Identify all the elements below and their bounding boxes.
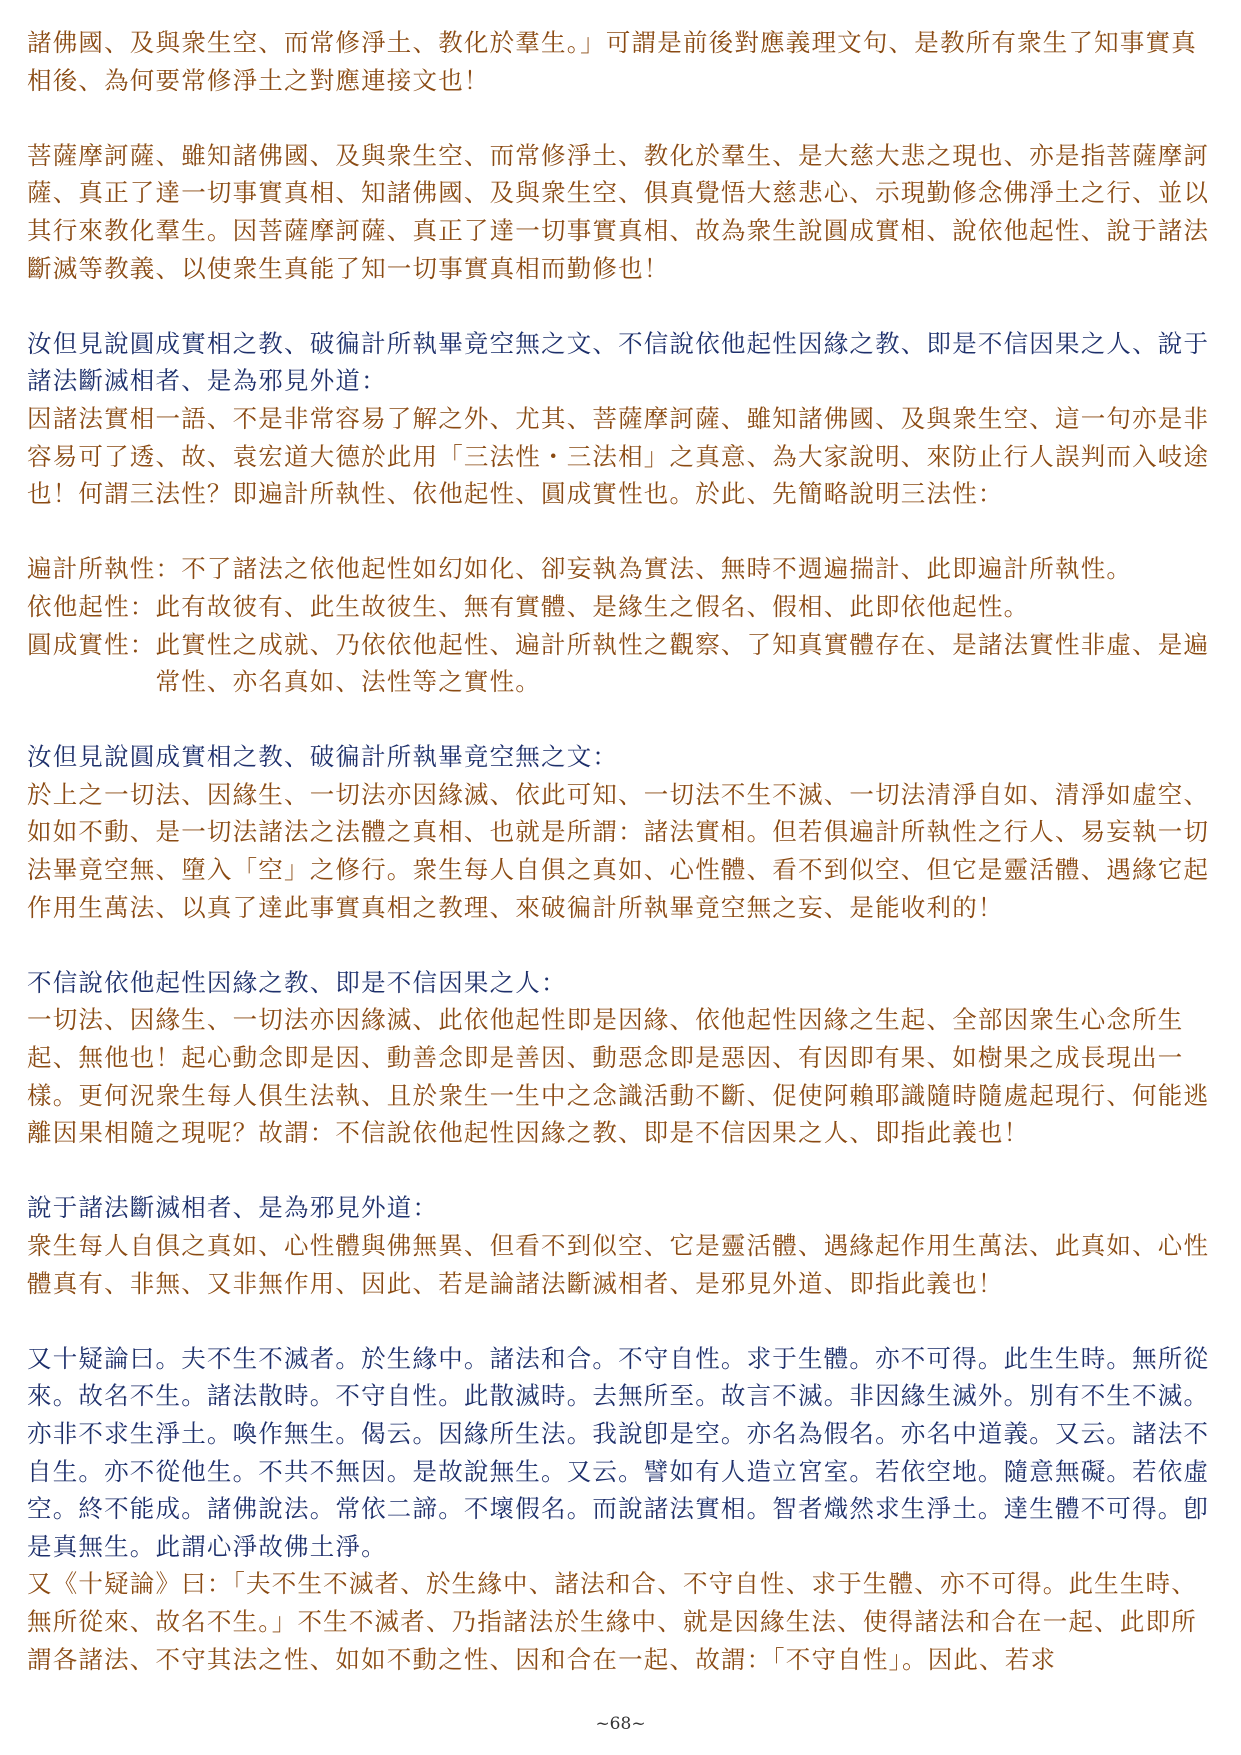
paragraph-4: 於上之一切法、因緣生、一切法亦因緣滅、依此可知、一切法不生不滅、一切法清淨自如、清淨如虛空、如如不動、是一切法諸法之法體之真相、也就是所謂：諸法實相。但若俱遍計所執性之行人、易妄執一切法畢竟空無、墮入「空」之修行。衆生每人自俱之真如、心性體、看不到似空、但它是靈活體、遇緣它起作用生萬法、以真了達此事實真相之教理、來破徧計所執畢竟空無之妄、是能收利的！ [27, 779, 1210, 922]
definition-term: 依他起性： [27, 591, 156, 621]
definition-term: 圓成實性： [27, 629, 156, 659]
paragraph-gap [27, 1152, 1217, 1190]
paragraph-gap [27, 926, 1217, 964]
section-heading-2: 汝但見說圓成實相之教、破徧計所執畢竟空無之文： [27, 742, 619, 772]
paragraph-7: 又《十疑論》曰：「夫不生不滅者、於生緣中、諸法和合、不守自性、求于生體、亦不可得。此生生時、無所從來、故名不生。」不生不滅者、乃指諸法於生緣中、就是因緣生法、使得諸法和合在一起、此即所謂各諸法、不守其法之性、如如不動之性、因和合在一起、故謂：「不守自性」。因此、若求 [27, 1569, 1197, 1674]
paragraph-gap [27, 287, 1217, 325]
document-page [27, 24, 1217, 1678]
paragraph-gap [27, 99, 1217, 137]
paragraph-6: 衆生每人自俱之真如、心性體與佛無異、但看不到似空、它是靈活體、遇緣起作用生萬法、此真如、心性體真有、非無、又非無作用、因此、若是論諸法斷滅相者、是邪見外道、即指此義也！ [27, 1231, 1210, 1298]
section-heading-1: 汝但見說圓成實相之教、破徧計所執畢竟空無之文、不信說依他起性因緣之教、即是不信因果之人、說于諸法斷滅相者、是為邪見外道： [27, 328, 1210, 396]
page-number: ~68~ [595, 1714, 646, 1734]
definition-term: 遍計所執性： [27, 554, 182, 584]
paragraph-gap [27, 1302, 1217, 1340]
definition-item [27, 588, 1217, 626]
definition-body: 不了諸法之依他起性如幻如化、卻妄執為實法、無時不週遍揣計、此即遍計所執性。 [181, 554, 1133, 584]
paragraph-3: 因諸法實相一語、不是非常容易了解之外、尤其、菩薩摩訶薩、雖知諸佛國、及與衆生空、這一句亦是非容易可了透、故、袁宏道大德於此用「三法性・三法相」之真意、為大家說明、來防止行人誤判而入岐途也！何謂三法性？即遍計所執性、依他起性、圓成實性也。於此、先簡略說明三法性： [27, 403, 1210, 509]
definition-item [27, 626, 1217, 701]
section-heading-4: 說于諸法斷滅相者、是為邪見外道： [27, 1193, 439, 1223]
definition-item [27, 550, 1217, 588]
paragraph-1: 諸佛國、及與衆生空、而常修淨土、教化於羣生。」可謂是前後對應義理文句、是教所有衆生了知事實真相後、為何要常修淨土之對應連接文也！ [27, 28, 1197, 95]
definition-list [27, 550, 1217, 700]
definition-body: 此實性之成就、乃依依他起性、遍計所執性之觀察、了知真實體存在、是諸法實性非虛、是遍常性、亦名真如、法性等之實性。 [155, 629, 1210, 697]
paragraph-5: 一切法、因緣生、一切法亦因緣滅、此依他起性即是因緣、依他起性因緣之生起、全部因衆生心念所生起、無他也！起心動念即是因、動善念即是善因、動惡念即是惡因、有因即有果、如樹果之成長現出一樣。更何況衆生每人俱生法執、且於衆生一生中之念識活動不斷、促使阿賴耶識隨時隨處起現行、何能逃離因果相隨之現呢？故謂：不信說依他起性因緣之教、即是不信因果之人、即指此義也！ [27, 1005, 1210, 1148]
quotation-block: 又十疑論曰。夫不生不滅者。於生緣中。諸法和合。不守自性。求于生體。亦不可得。此生生時。無所從來。故名不生。諸法散時。不守自性。此散滅時。去無所至。故言不滅。非因緣生滅外。別有不生不滅。亦非不求生淨土。喚作無生。偈云。因緣所生法。我說卽是空。亦名為假名。亦名中道義。又云。諸法不自生。亦不從他生。不共不無因。是故說無生。又云。譬如有人造立宮室。若依空地。隨意無礙。若依虛空。終不能成。諸佛說法。常依二諦。不壞假名。而說諸法實相。智者熾然求生淨土。達生體不可得。卽是真無生。此謂心淨故佛土淨。 [27, 1343, 1210, 1561]
definition-body: 此有故彼有、此生故彼生、無有實體、是緣生之假名、假相、此即依他起性。 [155, 591, 1030, 621]
section-heading-3: 不信說依他起性因緣之教、即是不信因果之人： [27, 967, 567, 997]
paragraph-gap [27, 513, 1217, 551]
paragraph-2: 菩薩摩訶薩、雖知諸佛國、及與衆生空、而常修淨土、教化於羣生、是大慈大悲之現也、亦是指菩薩摩訶薩、真正了達一切事實真相、知諸佛國、及與衆生空、俱真覺悟大慈悲心、示現勤修念佛淨土之行、並以其行來教化羣生。因菩薩摩訶薩、真正了達一切事實真相、故為衆生說圓成實相、說依他起性、說于諸法斷滅等教義、以使衆生真能了知一切事實真相而勤修也！ [27, 140, 1210, 283]
paragraph-gap [27, 701, 1217, 739]
